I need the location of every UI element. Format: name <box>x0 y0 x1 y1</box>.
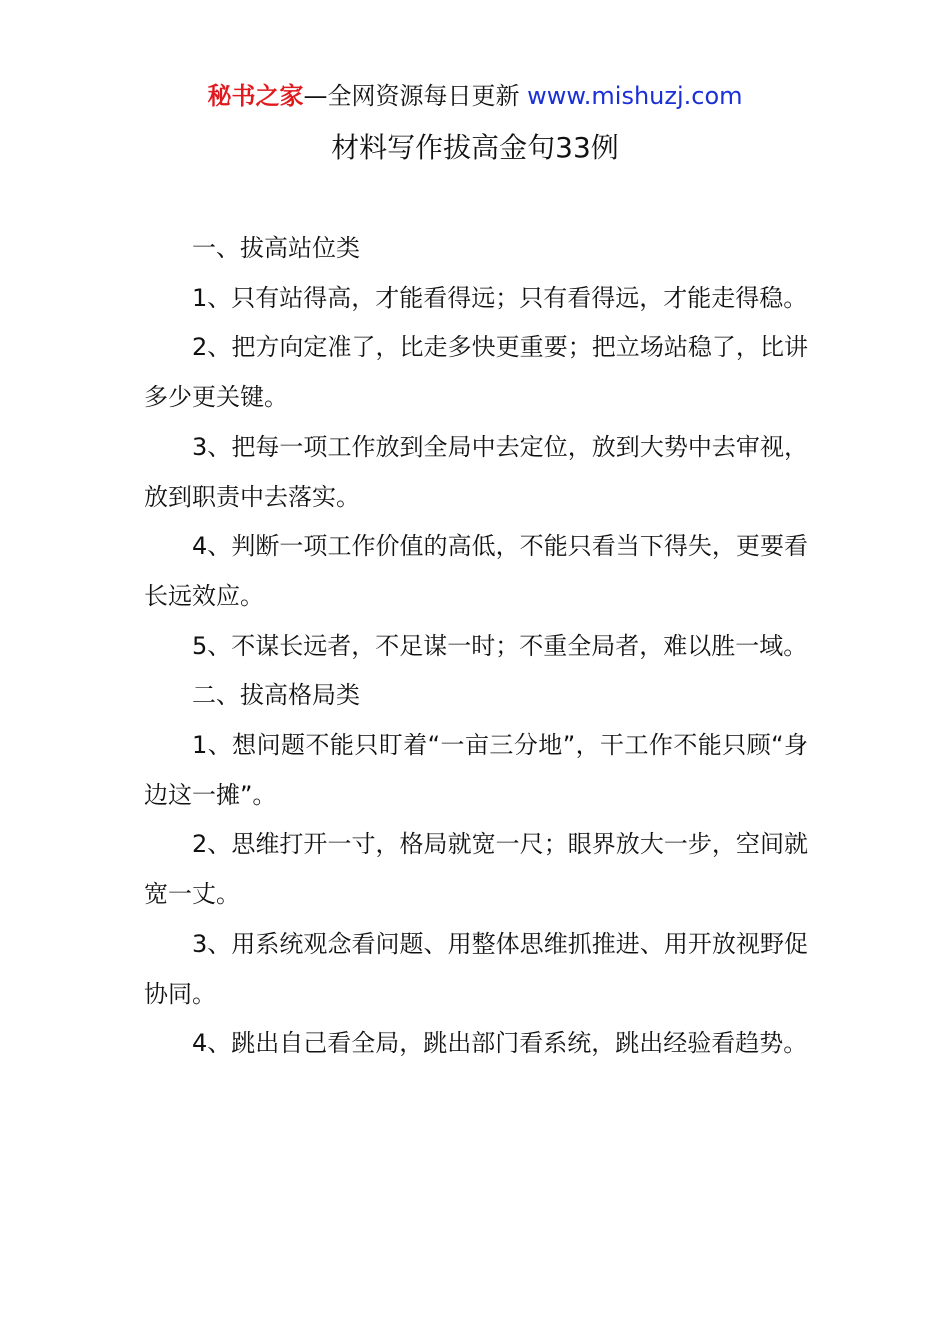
document-title: 材料写作拔高金句33例 <box>331 131 619 164</box>
paragraph: 1、只有站得高，才能看得远；只有看得远，才能走得稳。 <box>192 283 808 312</box>
paragraph: 4、跳出自己看全局，跳出部门看系统，跳出经验看趋势。 <box>192 1029 808 1058</box>
paragraph: 2、把方向定准了，比走多快更重要；把立场站稳了，比讲多少更关键。 <box>144 333 808 412</box>
site-header <box>0 78 950 114</box>
paragraph: 3、把每一项工作放到全局中去定位，放到大势中去审视，放到职责中去落实。 <box>144 432 808 511</box>
paragraph: 3、用系统观念看问题、用整体思维抓推进、用开放视野促协同。 <box>144 929 808 1008</box>
section-heading-1: 一、拔高站位类 <box>192 234 360 262</box>
paragraph: 5、不谋长远者，不足谋一时；不重全局者，难以胜一域。 <box>192 631 808 660</box>
brand-name: 秘书之家 <box>207 82 304 110</box>
section-heading-2: 二、拔高格局类 <box>192 681 360 710</box>
paragraph: 4、判断一项工作价值的高低，不能只看当下得失，更要看长远效应。 <box>144 532 808 610</box>
site-url-link[interactable]: www.mishuzj.com <box>527 82 743 110</box>
document-body <box>144 224 808 1069</box>
paragraph: 1、想问题不能只盯着“一亩三分地”，干工作不能只顾“身边这一摊”。 <box>144 731 808 809</box>
header-tagline: —全网资源每日更新 <box>303 82 520 110</box>
paragraph: 2、思维打开一寸，格局就宽一尺；眼界放大一步，空间就宽一丈。 <box>144 830 808 909</box>
